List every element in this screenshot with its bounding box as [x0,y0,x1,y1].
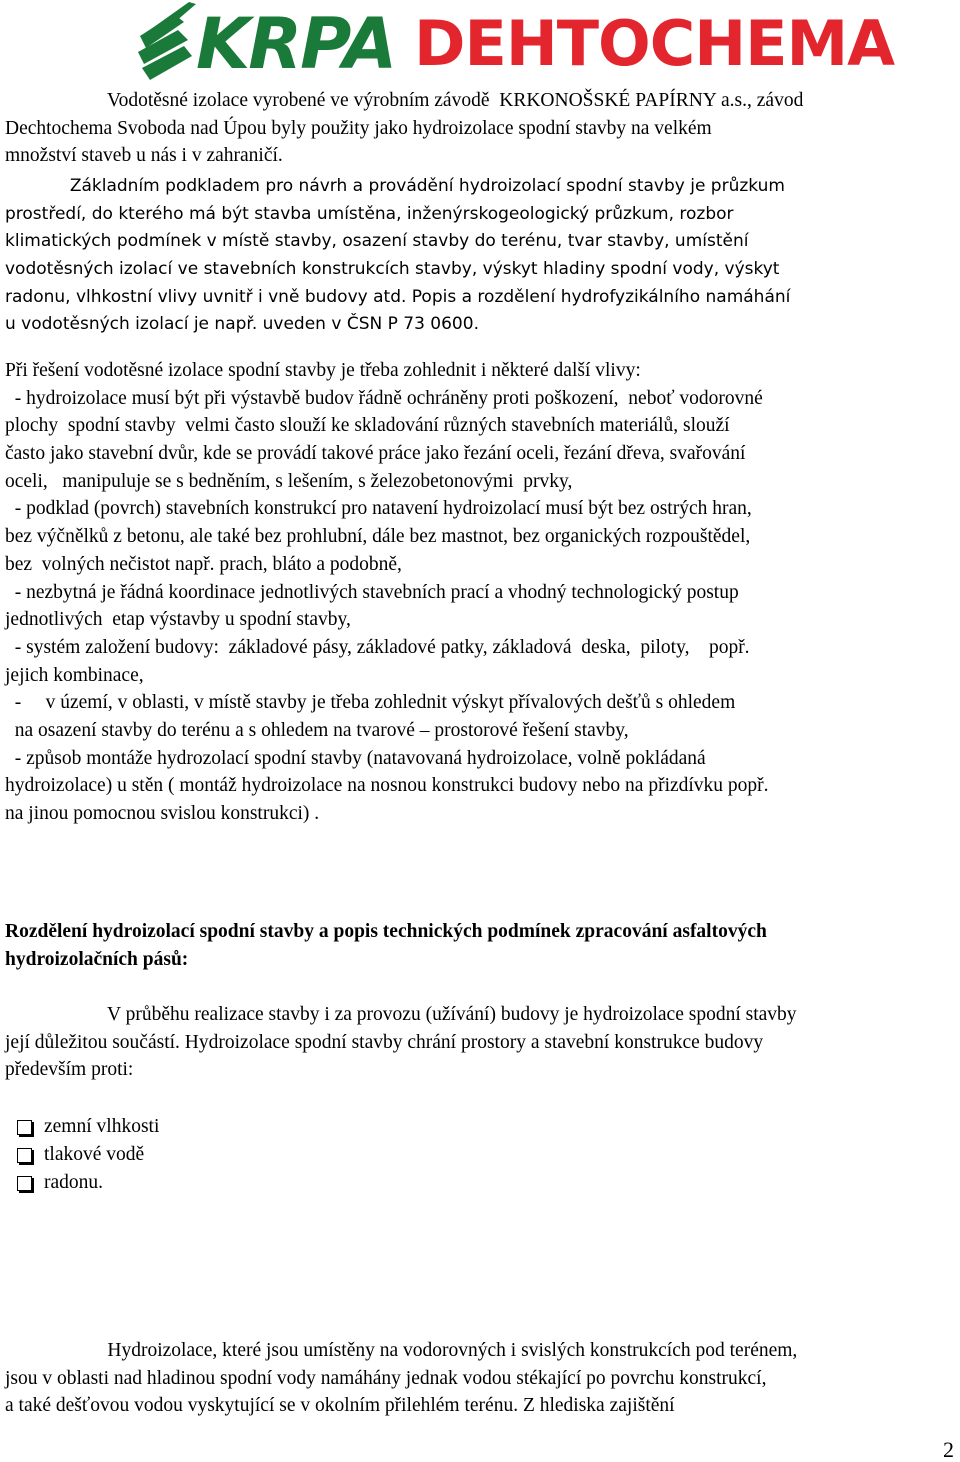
text-line: - nezbytná je řádná koordinace jednotlivých stavebních prací a vhodný technologický postup [5,581,739,603]
closing-paragraph [5,1337,960,1420]
intro-paragraph [5,87,960,170]
checklist-item [5,1141,960,1169]
protection-paragraph [5,1001,960,1084]
checkbox-icon [17,1176,32,1191]
text-line: prostředí, do kterého má být stavba umístěna, inženýrskogeologický průzkum, rozbor [5,203,734,224]
text-line: jednotlivých etap výstavby u spodní stavby, [5,609,351,631]
checklist-item [5,1113,960,1141]
company-logo [0,0,960,90]
text-line: na jinou pomocnou svislou konstrukci) . [5,803,320,824]
text-line: jejich kombinace, [5,664,144,686]
text-line: V průběhu realizace stavby i za provozu (užívání) budovy je hydroizolace spodní stavby [5,1004,797,1025]
text-line: Při řešení vodotěsné izolace spodní stavby je třeba zohlednit i některé další vlivy: [5,360,641,381]
text-line: vodotěsných izolací ve stavebních konstrukcích stavby, výskyt hladiny spodní vody, výskyt [5,259,780,280]
text-line: Dechtochema Svoboda nad Úpou byly použity jako hydroizolace spodní stavby na velkém [5,117,712,139]
checklist-item-label: zemní vlhkosti [44,1116,160,1137]
influences-paragraph [5,357,960,828]
logo-text-dehtochema: DEHTOCHEMA [414,7,895,80]
text-line: často jako stavební dvůr, kde se provádí takové práce jako řezání oceli, řezání dřeva, svařování [5,443,746,465]
text-line: plochy spodní stavby velmi často slouží ke skladování různých stavebních materiálů, slouží [5,415,730,437]
text-line: Vodotěsné izolace vyrobené ve výrobním závodě KRKONOŠSKÉ PAPÍRNY a.s., závod [5,90,804,111]
logo-text-krpa: KRPA [196,3,396,85]
heading-line: hydroizolačních pásů: [5,948,189,970]
heading-line: Rozdělení hydroizolací spodní stavby a popis technických podmínek zpracování asfaltových [5,921,767,942]
text-line: bez výčnělků z betonu, ale také bez prohlubní, dále bez mastnot, bez organických rozpouštědel, [5,526,751,548]
text-line: Základním podkladem pro návrh a provádění hydroizolací spodní stavby je průzkum [5,176,785,196]
section-heading [5,918,960,973]
text-line: klimatických podmínek v místě stavby, osazení stavby do terénu, tvar stavby, umístění [5,231,749,252]
text-line: u vodotěsných izolací je např. uveden v ČSN P 73 0600. [5,314,479,335]
checklist-item-label: radonu. [44,1172,104,1193]
text-line: především proti: [5,1059,134,1081]
text-line: hydroizolace) u stěn ( montáž hydroizolace na nosnou konstrukci budovy nebo na přizdívku popř. [5,775,769,797]
text-line: množství staveb u nás i v zahraničí. [5,145,283,167]
text-line: - způsob montáže hydrozolací spodní stavby (natavovaná hydroizolace, volně pokládaná [5,747,706,769]
text-line: - podklad (povrch) stavebních konstrukcí pro natavení hydroizolací musí být bez ostrých hran, [5,498,752,520]
basis-paragraph [5,173,960,339]
text-line: jsou v oblasti nad hladinou spodní vody namáhány jednak vodou stékající po povrchu konstrukcí, [5,1367,767,1389]
text-line: Hydroizolace, které jsou umístěny na vodorovných i svislých konstrukcích pod terénem, [5,1340,798,1361]
text-line: její důležitou součástí. Hydroizolace spodní stavby chrání prostory a stavební konstrukce budovy [5,1031,764,1053]
checkbox-icon [17,1120,32,1135]
text-line: oceli, manipuluje se s bedněním, s lešením, s železobetonovými prvky, [5,470,573,492]
checklist-item-label: tlakové vodě [44,1144,145,1165]
text-line: bez volných nečistot např. prach, bláto a podobně, [5,553,402,575]
leaf-logo-icon [134,0,204,84]
page-number: 2 [943,1437,954,1462]
checkbox-icon [17,1148,32,1163]
text-line: radonu, vlhkostní vlivy uvnitř i vně budovy atd. Popis a rozdělení hydrofyzikálního namáhání [5,286,791,307]
text-line: na osazení stavby do terénu a s ohledem na tvarové – prostorové řešení stavby, [5,719,629,741]
text-line: - hydroizolace musí být při výstavbě budov řádně ochráněny proti poškození, neboť vodorovné [5,387,763,409]
text-line: - systém založení budovy: základové pásy, základové patky, základová deska, piloty, popř. [5,636,750,658]
text-line: a také dešťovou vodou vyskytující se v okolním přilehlém terénu. Z hlediska zajištění [5,1395,675,1417]
text-line: - v území, v oblasti, v místě stavby je třeba zohlednit výskyt přívalových dešťů s ohledem [5,692,736,714]
checklist-item [5,1169,960,1197]
protection-checklist [5,1113,960,1197]
